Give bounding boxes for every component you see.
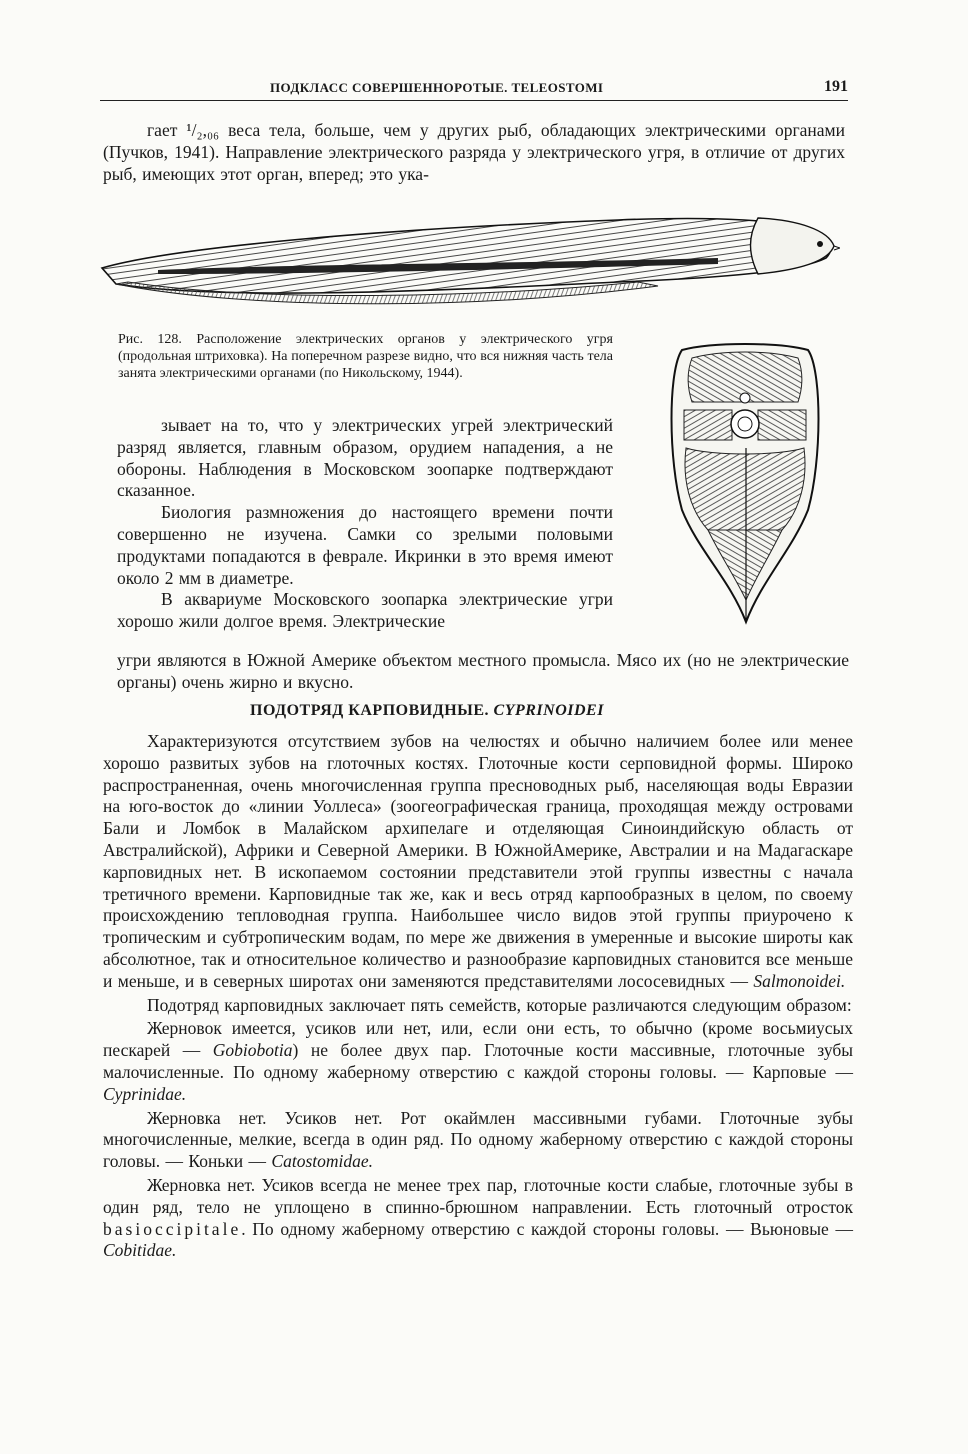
latin-name: Salmonoidei. <box>753 970 846 991</box>
section-body <box>103 731 853 1264</box>
latin-name: Catostomidae. <box>271 1151 374 1172</box>
continued-paragraph: угри являются в Южной Америке объектом местного промысла. Мясо их (но не электрические органы) очень жирно и вкусно. <box>117 650 849 692</box>
section-title-ru: ПОДОТРЯД КАРПОВИДНЫЕ. <box>250 702 490 719</box>
section-heading <box>250 702 604 720</box>
latin-name: Cyprinidae. <box>103 1083 187 1104</box>
running-header <box>100 78 848 101</box>
figure-caption: Рис. 128. Расположение электрических органов у электрического угря (продольная штриховка). На поперечном разрезе видно, что вся нижняя часть тела занята электрическими органами (по Никольскому, 1944). <box>118 332 613 381</box>
latin-name: Cobitidae. <box>103 1240 177 1261</box>
latin-term: basioccipitale <box>103 1218 242 1239</box>
intro-paragraph: гает ¹/₂,₀₆ веса тела, больше, чем у других рыб, обладающих электрическими органами (Пучков, 1941). Направление электрического разряда у электрического угря, в отличие от других рыб, имеющих этот орган, вперед; это ука- <box>103 120 845 184</box>
body-text: Жерновок имеется, усиков или нет, или, если они есть, то обычно (кроме восьмиусых пескарей — <box>103 1018 853 1061</box>
column-paragraph: Биология размножения до настоящего времени почти совершенно не изучена. Самки со зрелыми половыми продуктами попадаются в феврале. Икринки в это время имеют около 2 мм в диаметре. <box>117 502 613 588</box>
column-text <box>117 415 613 633</box>
body-text: Жерновка нет. Усиков нет. Рот окаймлен массивными губами. Глоточные зубы многочисленные, мелкие, всегда в один ряд. По одному жаберному отверстию с каждой стороны головы. — Коньки — <box>103 1107 853 1172</box>
body-paragraph <box>103 995 853 1017</box>
section-title-latin: CYPRINOIDEI <box>493 702 604 719</box>
body-text: Характеризуются отсутствием зубов на челюстях и обычно наличием более или менее хорошо развитых зубов на глоточных костях. Глоточные кости серповидной формы. Широко распространенная, очень многочисленная группа пресноводных рыб, населяющая воды Евразии на юго-восток до «линии Уоллеса» (зоогеографическая граница, проходящая между островами Бали и Ломбок в Малайском архипелаге и отделяющая Синоиндийскую область от Австралийской), Африки и Северной Америки. В ЮжнойАмерике, Австралии и на Мадагаскаре карповидных нет. В ископаемом состоянии представители этой группы известны с начала третичного времени. Карповидные так же, как и весь отряд карпообразных в целом, по своему происхождению тепловодная группа. Наибольшее число видов этой группы приурочено к тропическим и субтропическим водам, по мере же движения в умеренные и высокие широты как абсолютное, так и относительное количество и разнообразие карповидных становится все меньше и меньше, и в северных широтах они заменяются представителями лососевидных — <box>103 731 853 991</box>
key-paragraph <box>103 1175 853 1262</box>
header-title: ПОДКЛАСС СОВЕРШЕННОРОТЫЕ. TELEOSTOMI <box>270 80 604 95</box>
column-paragraph: зывает на то, что у электрических угрей электрический разряд является, главным образом, орудием нападения, а не обороны. Наблюдения в Московском зоопарке подтверждают сказанное. <box>117 415 613 501</box>
cross-section-illustration-icon <box>662 340 828 630</box>
column-paragraph: В аквариуме Московского зоопарка электрические угри хорошо жили долгое время. Электрические <box>117 589 613 632</box>
body-text: ) не более двух пар. Глоточные кости массивные, глоточные зубы малочисленные. По одному жаберному отверстию с каждой стороны головы. — Карповые — <box>103 1040 854 1082</box>
body-text: Подотряд карповидных заключает пять семейств, которые различаются следующим образом: <box>147 994 852 1015</box>
body-text: Жерновка нет. Усиков всегда не менее трех пар, глоточные кости слабые, глоточные зубы в один ряд, тело не уплощено в спинно-брюшном направлении. Есть глоточный отросток <box>103 1174 853 1217</box>
body-paragraph <box>103 731 853 993</box>
latin-name: Gobiobotia <box>212 1040 293 1061</box>
eel-illustration-icon <box>98 206 840 316</box>
page-number: 191 <box>824 78 848 95</box>
key-paragraph <box>103 1108 853 1173</box>
key-paragraph <box>103 1018 853 1105</box>
body-text: . По одному жаберному отверстию с каждой стороны головы. — Вьюновые — <box>241 1218 853 1239</box>
